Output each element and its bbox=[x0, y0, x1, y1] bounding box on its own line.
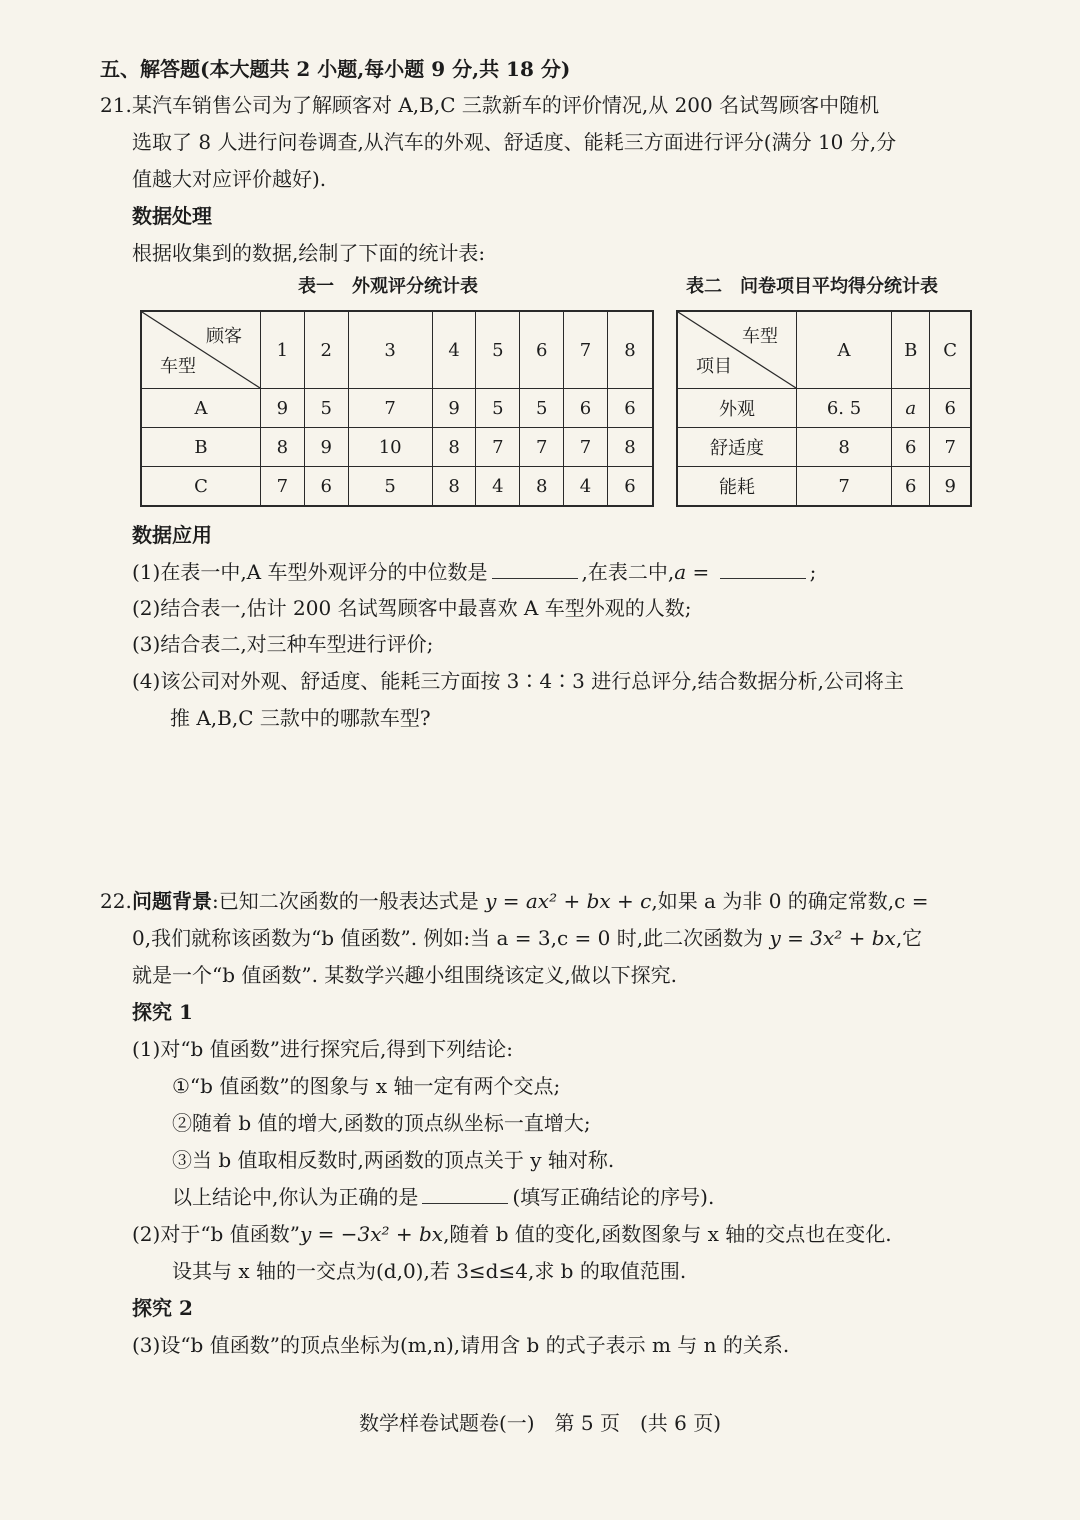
q22-part-2-line-2: 设其与 x 轴的一交点为(d,0),若 3≤d≤4,求 b 的取值范围. bbox=[172, 1259, 687, 1283]
section-title: 五、解答题(本大题共 2 小题,每小题 9 分,共 18 分) bbox=[100, 57, 571, 81]
page-footer: 数学样卷试题卷(一) 第 5 页 (共 6 页) bbox=[358, 1411, 722, 1435]
data-processing-title: 数据处理 bbox=[132, 204, 212, 228]
table1-cell: 4 bbox=[564, 467, 608, 507]
table1-corner-bottom: 车型 bbox=[160, 356, 196, 377]
data-processing-text: 根据收集到的数据,绘制了下面的统计表: bbox=[132, 241, 486, 265]
q21-part-4-line-1: (4)该公司对外观、舒适度、能耗三方面按 3∶4∶3 进行总评分,结合数据分析,公司将主 bbox=[132, 669, 904, 693]
table2-row-label: 外观 bbox=[677, 389, 797, 428]
q22-p2-text-b: ,随着 b 值的变化,函数图象与 x 轴的交点也在变化. bbox=[443, 1222, 892, 1246]
q22-background-title: 问题背景 bbox=[132, 889, 212, 913]
table1-row-label: C bbox=[141, 467, 261, 507]
q22-c4-text-a: 以上结论中,你认为正确的是 bbox=[172, 1185, 419, 1209]
q21-stem-line-2: 选取了 8 人进行问卷调查,从汽车的外观、舒适度、能耗三方面进行评分(满分 10 分,分 bbox=[132, 130, 897, 154]
table1-cell: 8 bbox=[432, 467, 476, 507]
table1-cell: 8 bbox=[261, 428, 305, 467]
table1-cell: 5 bbox=[520, 389, 564, 428]
table2-corner-top: 车型 bbox=[742, 326, 778, 347]
table2-cell: 6. 5 bbox=[797, 389, 892, 428]
table2-cell: 6 bbox=[930, 389, 971, 428]
table-row bbox=[677, 428, 971, 467]
table1-cell: 5 bbox=[348, 467, 432, 507]
q22-l2-text-b: ,它 bbox=[895, 926, 923, 950]
q22-p2-formula: y = −3x² + bx bbox=[299, 1222, 444, 1246]
table1-row-label: A bbox=[141, 389, 261, 428]
q22-line-3: 就是一个“b 值函数”. 某数学兴趣小组围绕该定义,做以下探究. bbox=[132, 963, 678, 987]
data-application-title: 数据应用 bbox=[132, 523, 212, 547]
q22-example-formula: y = 3x² + bx bbox=[769, 926, 896, 950]
conclusion-1: ①“b 值函数”的图象与 x 轴一定有两个交点; bbox=[172, 1074, 561, 1098]
table2-cell: 6 bbox=[892, 428, 930, 467]
table1-col-header: 1 bbox=[261, 311, 305, 389]
q21-stem-line-3: 值越大对应评价越好). bbox=[132, 167, 327, 191]
table1-cell: 5 bbox=[304, 389, 348, 428]
table1-cell: 7 bbox=[520, 428, 564, 467]
q22-p2-text-a: (2)对于“b 值函数” bbox=[132, 1222, 300, 1246]
q22-l1-text-b: ,如果 a 为非 0 的确定常数,c = bbox=[651, 889, 929, 913]
table1-cell: 8 bbox=[520, 467, 564, 507]
table1-cell: 5 bbox=[476, 389, 520, 428]
q22-line-1 bbox=[132, 886, 928, 916]
q22-line-2 bbox=[132, 923, 922, 953]
answer-blank[interactable] bbox=[492, 560, 578, 579]
table1-cell: 9 bbox=[432, 389, 476, 428]
table1-cell: 6 bbox=[304, 467, 348, 507]
q21-stem-line-1: 某汽车销售公司为了解顾客对 A,B,C 三款新车的评价情况,从 200 名试驾顾客中随机 bbox=[132, 93, 880, 117]
q21-p1-equals: = bbox=[686, 560, 716, 584]
table1-row-label: B bbox=[141, 428, 261, 467]
table2-average-scores bbox=[676, 310, 972, 507]
table2-col-header: C bbox=[930, 311, 971, 389]
table1-appearance-scores bbox=[140, 310, 654, 507]
answer-blank[interactable] bbox=[422, 1185, 508, 1204]
table1-col-header: 4 bbox=[432, 311, 476, 389]
table1-col-header: 7 bbox=[564, 311, 608, 389]
table1-cell: 10 bbox=[348, 428, 432, 467]
q22-part-3: (3)设“b 值函数”的顶点坐标为(m,n),请用含 b 的式子表示 m 与 n 的关系. bbox=[132, 1333, 790, 1357]
table1-col-header: 2 bbox=[304, 311, 348, 389]
table2-row-label: 舒适度 bbox=[677, 428, 797, 467]
table1-cell: 8 bbox=[432, 428, 476, 467]
q22-c4-text-b: (填写正确结论的序号). bbox=[512, 1185, 715, 1209]
table2-caption: 表二 问卷项目平均得分统计表 bbox=[686, 276, 938, 297]
q21-number: 21. bbox=[100, 93, 132, 117]
explore-2-title: 探究 2 bbox=[132, 1296, 193, 1320]
table-row bbox=[677, 389, 971, 428]
table2-corner-cell bbox=[677, 311, 797, 389]
table1-cell: 7 bbox=[261, 467, 305, 507]
table2-cell: 7 bbox=[797, 467, 892, 507]
q21-p1-text-b: ,在表二中, bbox=[581, 560, 675, 584]
table1-cell: 7 bbox=[348, 389, 432, 428]
table-row bbox=[141, 389, 653, 428]
table2-cell: 7 bbox=[930, 428, 971, 467]
q22-general-formula: y = ax² + bx + c bbox=[485, 889, 652, 913]
table2-cell: 8 bbox=[797, 428, 892, 467]
table1-cell: 6 bbox=[564, 389, 608, 428]
q21-part-3: (3)结合表二,对三种车型进行评价; bbox=[132, 632, 434, 656]
table1-cell: 7 bbox=[564, 428, 608, 467]
table1-cell: 7 bbox=[476, 428, 520, 467]
table1-cell: 6 bbox=[607, 389, 653, 428]
table1-col-header: 8 bbox=[607, 311, 653, 389]
table2-cell: 6 bbox=[892, 467, 930, 507]
q21-p1-var-a: a bbox=[674, 560, 687, 584]
table2-col-header: B bbox=[892, 311, 930, 389]
table2-cell: a bbox=[892, 389, 930, 428]
q22-l1-text-a: :已知二次函数的一般表达式是 bbox=[212, 889, 486, 913]
table1-cell: 8 bbox=[607, 428, 653, 467]
table1-cell: 9 bbox=[261, 389, 305, 428]
table-row bbox=[141, 467, 653, 507]
answer-blank[interactable] bbox=[720, 560, 806, 579]
table1-corner-cell bbox=[141, 311, 261, 389]
q22-part-2-line-1 bbox=[132, 1219, 892, 1249]
q22-l2-text-a: 0,我们就称该函数为“b 值函数”. 例如:当 a = 3,c = 0 时,此二次函数为 bbox=[132, 926, 770, 950]
q21-part-1 bbox=[132, 557, 816, 587]
table2-row-label: 能耗 bbox=[677, 467, 797, 507]
table2-corner-bottom: 项目 bbox=[696, 356, 732, 377]
q21-p1-text-a: (1)在表一中,A 车型外观评分的中位数是 bbox=[132, 560, 488, 584]
table1-cell: 4 bbox=[476, 467, 520, 507]
conclusion-3: ③当 b 值取相反数时,两函数的顶点关于 y 轴对称. bbox=[172, 1148, 615, 1172]
table-row bbox=[677, 467, 971, 507]
q21-part-4-line-2: 推 A,B,C 三款中的哪款车型? bbox=[170, 706, 431, 730]
q21-part-2: (2)结合表一,估计 200 名试驾顾客中最喜欢 A 车型外观的人数; bbox=[132, 596, 692, 620]
explore-1-title: 探究 1 bbox=[132, 1000, 193, 1024]
q22-part-1: (1)对“b 值函数”进行探究后,得到下列结论: bbox=[132, 1037, 514, 1061]
table2-cell: 9 bbox=[930, 467, 971, 507]
table-row bbox=[141, 428, 653, 467]
table2-col-header: A bbox=[797, 311, 892, 389]
table1-col-header: 3 bbox=[348, 311, 432, 389]
conclusion-2: ②随着 b 值的增大,函数的顶点纵坐标一直增大; bbox=[172, 1111, 591, 1135]
table1-col-header: 5 bbox=[476, 311, 520, 389]
table1-corner-top: 顾客 bbox=[206, 326, 242, 347]
q21-p1-semicolon: ; bbox=[809, 560, 817, 584]
table1-cell: 6 bbox=[607, 467, 653, 507]
table1-cell: 9 bbox=[304, 428, 348, 467]
q22-number: 22. bbox=[100, 889, 132, 913]
table1-col-header: 6 bbox=[520, 311, 564, 389]
conclusion-question bbox=[172, 1182, 714, 1212]
table1-caption: 表一 外观评分统计表 bbox=[298, 276, 478, 297]
